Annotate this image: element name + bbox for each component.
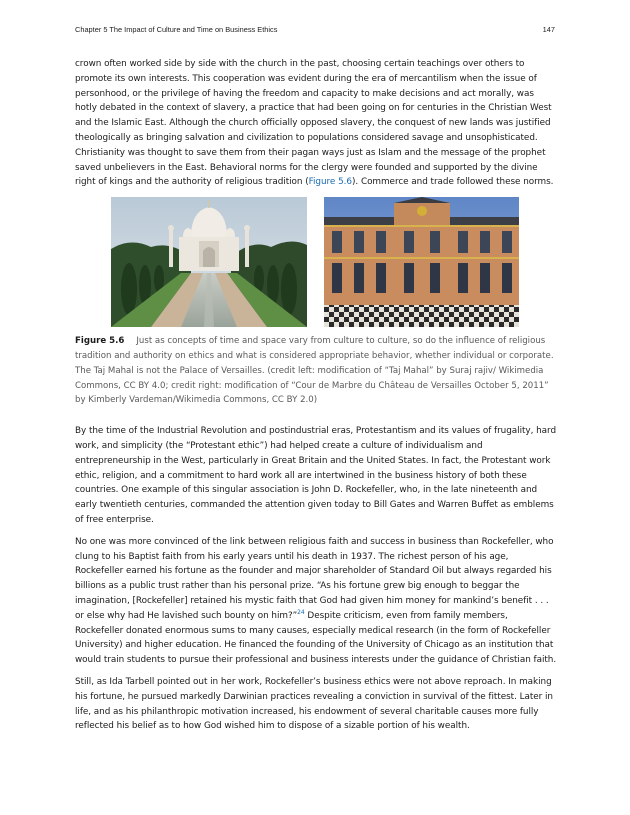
footnote-24-link[interactable]: 24 <box>297 608 305 616</box>
figure-5-6-link[interactable]: Figure 5.6 <box>308 177 353 188</box>
paragraph-4: Still, as Ida Tarbell pointed out in her work, Rockefeller’s business ethics were not above reproach. In making his fortune, he pursued markedly Darwinian practices revealing a conviction in survival of the fittest. Later in life, and as his philanthropic motivation increased, his endowment of several charitable causes more fully reflected his belief as to how God wished him to dispose of a sizable portion of his wealth. <box>75 676 553 732</box>
versailles-palace-photo <box>324 197 519 327</box>
paragraph-1-text: crown often worked side by side with the church in the past, choosing certain teachings over others to promote its own interests. This cooperation was evident during the era of mercantilism when the issue of personhood, or the privilege of having the freedom and capacity to make decisions and act morally, was hotly debated in the context of slavery, a practice that had been going on for centuries in the Christian West and the Islamic East. Although the church officially opposed slavery, the conquest of new lands was justified theologically as bringing salvation and civilization to populations considered savage and unsophisticated. Christianity was thought to save them from their pagan ways just as Islam and the message of the prophet saved unbelievers in the East. Behavioral norms for the clergy were founded and supported by the divine right of kings and the authority of religious tradition ( <box>75 59 552 188</box>
paragraph-1-tail: ). Commerce and trade followed these norms. <box>352 177 554 188</box>
paragraph-1 <box>75 57 557 190</box>
paragraph-3-text: No one was more convinced of the link between religious faith and success in business than Rockefeller, who clung to his Baptist faith from his early years until his death in 1937. The richest person of his age, Rockefeller earned his fortune as the founder and major shareholder of Standard Oil but always regarded his billions as a public trust rather than his personal prize. “As his fortune grew big enough to beggar the imagination, [Rockefeller] retained his mystic faith that God had given him money for mankind’s benefit . . . or else why had He lavished such bounty on him?” <box>75 536 554 621</box>
figure-5-6-images <box>75 197 557 327</box>
paragraph-3-tail: Despite criticism, even from family members, Rockefeller donated enormous sums to many causes, especially medical research (in the form of Rockefeller University) and higher education. He financed the founding of the University of Chicago as an institution that would train students to pursue their professional and business interests under the guidance of Christian faith. <box>75 610 557 666</box>
figure-label: Figure 5.6 <box>75 336 125 347</box>
running-chapter-title: Chapter 5 The Impact of Culture and Time on Business Ethics <box>75 25 278 34</box>
page-number: 147 <box>542 25 555 34</box>
figure-caption-text: Just as concepts of time and space vary from culture to culture, so do the influence of religious tradition and authority on ethics and what is considered appropriate behavior, whether individual or corporate. The Taj Mahal is not the Palace of Versailles. (credit left: modification of “Taj Mahal” by Suraj rajiv/ Wikimedia Commons, CC BY 4.0; credit right: modification of “Cour de Marbre du Château de Versailles October 5, 2011” by Kimberly Vardeman/Wikimedia Commons, CC BY 2.0) <box>75 336 554 406</box>
page-header <box>75 25 555 34</box>
paragraph-2: By the time of the Industrial Revolution and postindustrial eras, Protestantism and its values of frugality, hard work, and simplicity (the “Protestant ethic”) had helped create a culture of individualism and entrepreneurship in the West, particularly in Great Britain and the United States. In fact, the Protestant work ethic, religion, and a commitment to hard work all are intertwined in the business history of both these countries. One example of this singular association is John D. Rockefeller, who, in the late nineteenth and early twentieth centuries, commanded the attention given today to Bill Gates and Warren Buffet as emblems of free enterprise. <box>75 426 557 525</box>
page-content <box>75 57 557 741</box>
figure-5-6-caption <box>75 334 557 408</box>
taj-mahal-photo <box>111 197 307 327</box>
paragraph-3 <box>75 535 557 668</box>
